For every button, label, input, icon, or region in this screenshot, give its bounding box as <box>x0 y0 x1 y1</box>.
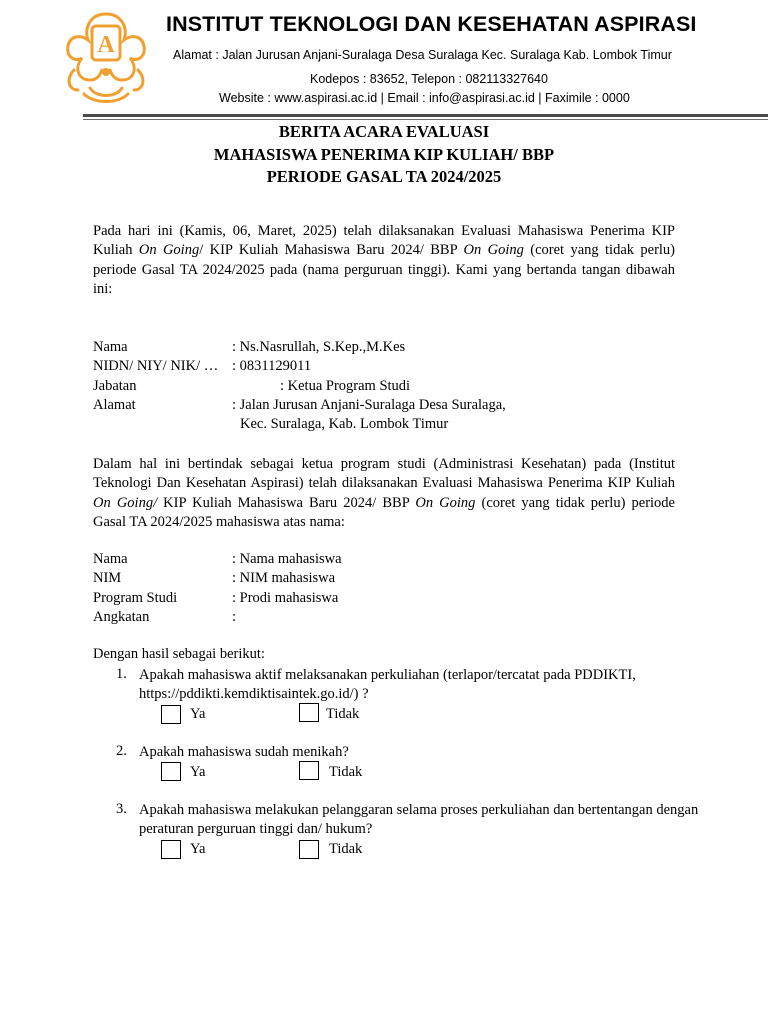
officer-id-value: : 0831129011 <box>232 358 312 374</box>
officer-position-value: : Ketua Program Studi <box>280 378 411 394</box>
doc-title-line2: MAHASISWA PENERIMA KIP KULIAH/ BBP <box>213 145 555 164</box>
opening-paragraph <box>93 222 675 300</box>
student-name-value: : Nama mahasiswa <box>232 551 342 567</box>
student-program-value: : Prodi mahasiswa <box>232 590 339 606</box>
officer-position-label: Jabatan <box>93 378 137 394</box>
institution-name: INSTITUT TEKNOLOGI DAN KESEHATAN ASPIRASI <box>166 12 697 36</box>
institution-postal-phone: Kodepos : 83652, Telepon : 082113327640 <box>310 72 548 86</box>
results-intro: Dengan hasil sebagai berikut: <box>93 646 265 662</box>
institution-address: Alamat : Jalan Jurusan Anjani-Suralaga Desa Suralaga Kec. Suralaga Kab. Lombok Timur <box>173 48 672 62</box>
no-label: Tidak <box>329 764 363 780</box>
student-year-value: : <box>232 609 237 625</box>
officer-id-label: NIDN/ NIY/ NIK/ … <box>93 358 219 374</box>
yes-checkbox[interactable] <box>161 840 181 859</box>
yes-label: Ya <box>190 706 206 722</box>
officer-name-value: : Ns.Nasrullah, S.Kep.,M.Kes <box>232 339 406 355</box>
svg-text:A: A <box>97 32 115 58</box>
student-name-label: Nama <box>93 551 128 567</box>
question-number: 2. <box>116 743 127 759</box>
yes-checkbox[interactable] <box>161 705 181 724</box>
letterhead-divider-thick <box>83 114 768 117</box>
para1-text-e: (coret yang tidak perlu) periode Gasal TA 2024/2025 pada (nama perguruan tinggi). Kami yang bertanda tangan dibawah ini: <box>93 242 676 298</box>
no-checkbox[interactable] <box>299 761 319 780</box>
para2-italic-d: On Going <box>415 494 476 511</box>
question-text: Apakah mahasiswa melakukan pelanggaran selama proses perkuliahan dan bertentangan dengan peraturan perguruan tinggi dan/ hukum? <box>139 802 699 838</box>
no-checkbox[interactable] <box>299 840 319 859</box>
question-text: Apakah mahasiswa sudah menikah? <box>139 744 349 760</box>
officer-address-value-2: Kec. Suralaga, Kab. Lombok Timur <box>240 416 449 432</box>
doc-title-line3: PERIODE GASAL TA 2024/2025 <box>266 167 502 186</box>
no-label: Tidak <box>326 706 360 722</box>
officer-address-value-1: : Jalan Jurusan Anjani-Suralaga Desa Suralaga, <box>232 397 506 413</box>
yes-checkbox[interactable] <box>161 762 181 781</box>
para2-text-c: KIP Kuliah Mahasiswa Baru 2024/ BBP <box>157 494 416 511</box>
institution-logo-icon <box>60 8 152 104</box>
letterhead-divider-thin <box>83 119 768 120</box>
officer-name-label: Nama <box>93 339 128 355</box>
question-text: Apakah mahasiswa aktif melaksanakan perkuliahan (terlapor/tercatat pada PDDIKTI, https://pddikti.kemdiktisaintek.go.id/) ? <box>139 667 636 703</box>
yes-label: Ya <box>190 841 206 857</box>
para1-text-a: Pada hari ini (Kamis, 06, Maret, 2025) telah dilaksanakan Evaluasi Mahasiswa Penerima KIP Kuliah <box>93 223 675 259</box>
yes-label: Ya <box>190 764 206 780</box>
doc-title-line1: BERITA ACARA EVALUASI <box>278 122 490 141</box>
question-number: 3. <box>116 801 127 817</box>
para1-text-c: / KIP Kuliah Mahasiswa Baru 2024/ BBP <box>199 242 464 259</box>
student-year-label: Angkatan <box>93 609 150 625</box>
para2-text-e: (coret yang tidak perlu) periode Gasal TA 2024/2025 mahasiswa atas nama: <box>93 494 675 531</box>
institution-contact: Website : www.aspirasi.ac.id | Email : info@aspirasi.ac.id | Faximile : 0000 <box>219 91 630 105</box>
question-number: 1. <box>116 666 127 682</box>
student-program-label: Program Studi <box>93 590 178 606</box>
officer-address-label: Alamat <box>93 397 136 413</box>
para2-text-a: Dalam hal ini bertindak sebagai ketua program studi (Administrasi Kesehatan) pada (Institut Teknologi Dan Kesehatan Aspirasi) telah dilaksanakan Evaluasi Mahasiswa Penerima KIP Kuliah <box>93 456 675 492</box>
para1-italic-d: On Going <box>463 242 524 259</box>
no-checkbox[interactable] <box>299 703 319 722</box>
student-nim-label: NIM <box>93 570 122 586</box>
no-label: Tidak <box>329 841 363 857</box>
para2-italic-b: On Going/ <box>93 494 158 511</box>
statement-paragraph <box>93 455 675 533</box>
para1-italic-b: On Going <box>138 242 200 259</box>
student-nim-value: : NIM mahasiswa <box>232 570 336 586</box>
